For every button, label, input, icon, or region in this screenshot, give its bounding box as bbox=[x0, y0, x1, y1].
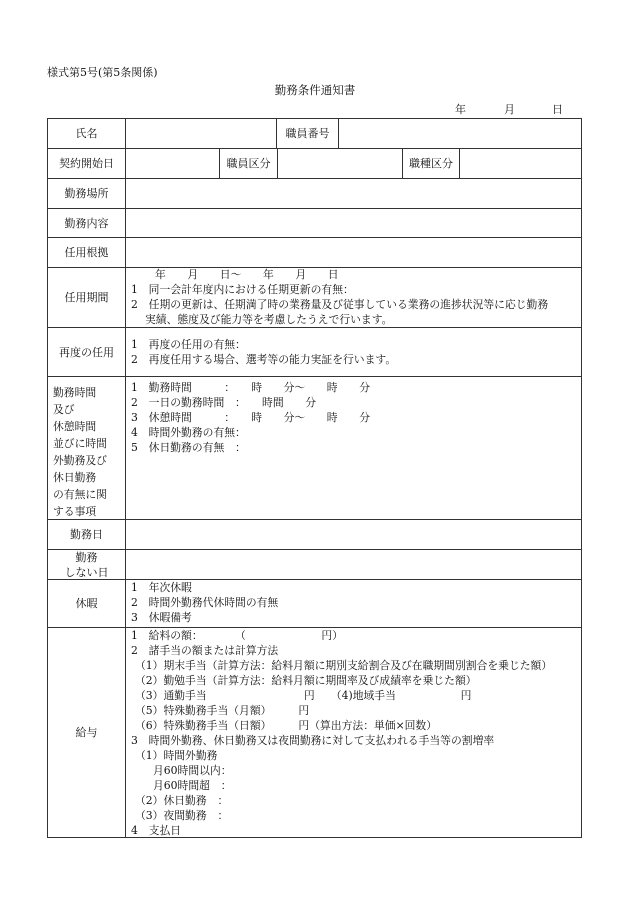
salary-line: 月60時間以内： bbox=[153, 764, 232, 777]
working-hours-label-line: 並びに時間 bbox=[53, 437, 107, 450]
job-class-label: 職種区分 bbox=[409, 157, 453, 170]
leave-line: 2 時間外勤務代休時間の有無 bbox=[131, 596, 279, 609]
salary-line: 3 時間外勤務、休日勤務又は夜間勤務に対して支払われる手当等の割増率 bbox=[131, 734, 495, 747]
working-hours-line: 3 休憩時間 ： 時 分〜 時 分 bbox=[131, 411, 370, 424]
name-label: 氏名 bbox=[75, 127, 98, 140]
salary-line: 1 給料の額： （ 円） bbox=[131, 629, 344, 642]
working-hours-label-line: 外勤務及び bbox=[53, 454, 107, 467]
salary-text bbox=[131, 628, 552, 838]
salary-line: （1）期末手当（計算方法：給料月額に期別支給割合及び在職期間別割合を乗じた額） bbox=[135, 659, 553, 672]
working-hours-line: 4 時間外勤務の有無： bbox=[131, 426, 246, 439]
salary-line: （3）夜間勤務 ： bbox=[135, 809, 229, 822]
salary-line: （2）勤勉手当（計算方法：給料月額に期間率及び成績率を乗じた額） bbox=[135, 674, 477, 687]
salary-label: 給与 bbox=[75, 726, 98, 739]
appointment-term-text bbox=[131, 267, 548, 327]
working-hours-label-line: の有無に関 bbox=[53, 488, 107, 501]
reappointment-text bbox=[131, 337, 396, 367]
term-line: 実績、態度及び能力等を考慮したうえで行います。 bbox=[145, 313, 393, 326]
date-month-label: 月 bbox=[504, 103, 515, 116]
workplace-label: 勤務場所 bbox=[64, 187, 109, 200]
working-hours-line: 2 一日の勤務時間 ： 時間 分 bbox=[131, 396, 317, 409]
salary-line: 月60時間超 ： bbox=[153, 779, 232, 792]
date-day-label: 日 bbox=[552, 103, 563, 116]
working-hours-label-line: する事項 bbox=[53, 505, 97, 518]
document-title: 勤務条件通知書 bbox=[274, 83, 356, 97]
duties-label: 勤務内容 bbox=[64, 216, 109, 230]
reappointment-label: 再度の任用 bbox=[59, 345, 114, 359]
working-hours-line: 1 勤務時間 ： 時 分〜 時 分 bbox=[131, 381, 370, 394]
contract-start-label: 契約開始日 bbox=[59, 157, 114, 170]
salary-line: 2 諸手当の額または計算方法 bbox=[131, 644, 279, 657]
non-workdays-label bbox=[48, 550, 125, 579]
reappointment-line: 1 再度の任用の有無： bbox=[131, 338, 246, 351]
salary-line: （3）通勤手当 円 （4)地域手当 円 bbox=[135, 689, 472, 702]
salary-line: （1）時間外勤務 bbox=[135, 749, 218, 762]
staff-class-label: 職員区分 bbox=[226, 157, 271, 170]
leave-line: 3 休暇備考 bbox=[131, 611, 192, 624]
term-line: 1 同一会計年度内における任期更新の有無： bbox=[131, 283, 354, 296]
workdays-label: 勤務日 bbox=[70, 528, 103, 541]
form-number-label: 様式第5号(第5条関係) bbox=[47, 66, 158, 79]
working-hours-line: 5 休日勤務の有無 ： bbox=[131, 441, 246, 454]
leave-line: 1 年次休暇 bbox=[131, 581, 192, 594]
non-workdays-label-line: 勤務 bbox=[75, 550, 98, 564]
working-hours-label-line: 及び bbox=[53, 403, 75, 416]
term-line: 2 任期の更新は、任期満了時の業務量及び従事している業務の進捗状況等に応じ勤務 bbox=[131, 298, 549, 311]
working-hours-label-line: 勤務時間 bbox=[53, 386, 97, 399]
appointment-basis-label: 任用根拠 bbox=[64, 246, 109, 259]
reappointment-line: 2 再度任用する場合、選考等の能力実証を行います。 bbox=[131, 353, 397, 366]
salary-line: 4 支払日 bbox=[131, 824, 182, 837]
salary-line: （2）休日勤務 ： bbox=[135, 794, 229, 807]
salary-line: （5）特殊勤務手当（月額） 円 bbox=[135, 704, 310, 717]
working-hours-label-line: 休日勤務 bbox=[53, 471, 97, 484]
leave-label: 休暇 bbox=[75, 597, 98, 610]
salary-line: （6）特殊勤務手当（日額） 円（算出方法：単価×回数） bbox=[135, 719, 438, 732]
conditions-table bbox=[47, 118, 582, 838]
staff-number-label: 職員番号 bbox=[285, 127, 330, 140]
working-hours-label-line: 休憩時間 bbox=[53, 420, 97, 433]
date-year-label: 年 bbox=[455, 103, 466, 116]
term-period-line: 年 月 日〜 年 月 日 bbox=[155, 268, 339, 281]
working-hours-text bbox=[131, 380, 370, 455]
leave-text bbox=[131, 580, 278, 625]
non-workdays-label-line: しない日 bbox=[64, 565, 109, 579]
appointment-term-label: 任用期間 bbox=[64, 291, 109, 304]
